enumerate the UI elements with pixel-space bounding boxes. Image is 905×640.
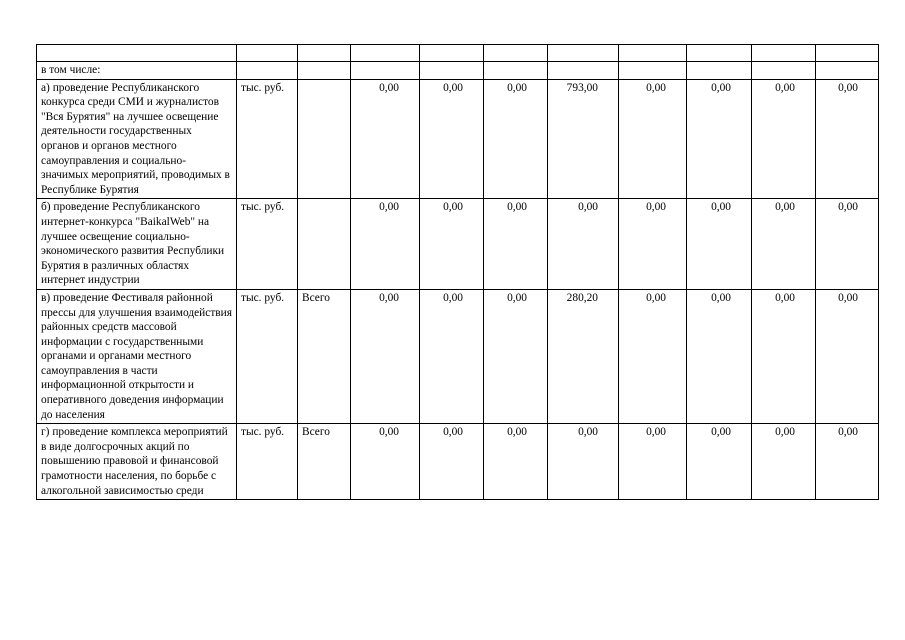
row-value: 0,00 <box>420 79 484 199</box>
table-row <box>37 199 879 290</box>
row-description: а) проведение Республиканского конкурса среди СМИ и журналистов "Вся Бурятия" на лучшее освещение деятельности государственных органов и органов местного самоуправления и социально-значимых мероприятий, проводимых в Республике Бурятия <box>37 79 237 199</box>
row-description: в) проведение Фестиваля районной прессы для улучшения взаимодействия районных средств массовой информации с государственными органами и органами местного самоуправления в части информационной открытости и оперативного доведения информации до населения <box>37 289 237 423</box>
row-value: 0,00 <box>484 79 548 199</box>
table-cell <box>484 62 548 80</box>
row-value: 0,00 <box>619 79 687 199</box>
row-value: 0,00 <box>351 289 420 423</box>
table-cell <box>548 45 619 62</box>
row-value: 280,20 <box>548 289 619 423</box>
row-value: 0,00 <box>420 424 484 500</box>
table-row <box>37 424 879 500</box>
table-cell <box>237 45 298 62</box>
row-value: 0,00 <box>687 199 752 290</box>
row-value: 0,00 <box>687 79 752 199</box>
table-cell <box>351 45 420 62</box>
table-cell <box>237 62 298 80</box>
table-cell <box>484 45 548 62</box>
table-header-continuation-row <box>37 45 879 62</box>
row-source <box>298 199 351 290</box>
subheading-row <box>37 62 879 80</box>
row-unit: тыс. руб. <box>237 199 298 290</box>
row-value: 0,00 <box>484 424 548 500</box>
table-cell <box>816 45 879 62</box>
row-unit: тыс. руб. <box>237 289 298 423</box>
row-value: 0,00 <box>484 199 548 290</box>
table-row <box>37 289 879 423</box>
table-cell <box>298 62 351 80</box>
row-value: 0,00 <box>752 289 816 423</box>
row-value: 0,00 <box>351 199 420 290</box>
row-value: 0,00 <box>816 79 879 199</box>
row-source: Всего <box>298 289 351 423</box>
table-row <box>37 79 879 199</box>
row-value: 0,00 <box>548 424 619 500</box>
table-cell <box>816 62 879 80</box>
table-cell <box>687 62 752 80</box>
row-value: 0,00 <box>619 424 687 500</box>
row-value: 0,00 <box>752 424 816 500</box>
row-unit: тыс. руб. <box>237 424 298 500</box>
row-value: 0,00 <box>351 79 420 199</box>
row-value: 0,00 <box>752 199 816 290</box>
row-value: 0,00 <box>752 79 816 199</box>
table-cell <box>420 45 484 62</box>
table-cell <box>687 45 752 62</box>
table-cell <box>298 45 351 62</box>
row-value: 0,00 <box>619 199 687 290</box>
table-cell <box>619 45 687 62</box>
row-value: 0,00 <box>687 424 752 500</box>
row-source: Всего <box>298 424 351 500</box>
row-value: 0,00 <box>619 289 687 423</box>
row-description: г) проведение комплекса мероприятий в виде долгосрочных акций по повышению правовой и финансовой грамотности населения, по борьбе с алкогольной зависимостью среди <box>37 424 237 500</box>
row-value: 0,00 <box>351 424 420 500</box>
table-cell <box>752 45 816 62</box>
row-value: 0,00 <box>420 289 484 423</box>
row-value: 0,00 <box>484 289 548 423</box>
table-cell <box>548 62 619 80</box>
row-value: 0,00 <box>816 199 879 290</box>
row-value: 0,00 <box>816 424 879 500</box>
table-cell <box>37 45 237 62</box>
table-cell <box>420 62 484 80</box>
table-cell <box>619 62 687 80</box>
row-value: 0,00 <box>548 199 619 290</box>
table-cell <box>351 62 420 80</box>
row-source <box>298 79 351 199</box>
row-unit: тыс. руб. <box>237 79 298 199</box>
row-value: 793,00 <box>548 79 619 199</box>
row-description: б) проведение Республиканского интернет-конкурса "BaikalWeb" на лучшее освещение социально-экономического развития Республики Бурятия в различных областях интернет индустрии <box>37 199 237 290</box>
row-value: 0,00 <box>687 289 752 423</box>
row-value: 0,00 <box>420 199 484 290</box>
row-value: 0,00 <box>816 289 879 423</box>
subheading-cell: в том числе: <box>37 62 237 80</box>
table-cell <box>752 62 816 80</box>
budget-table <box>36 44 879 500</box>
